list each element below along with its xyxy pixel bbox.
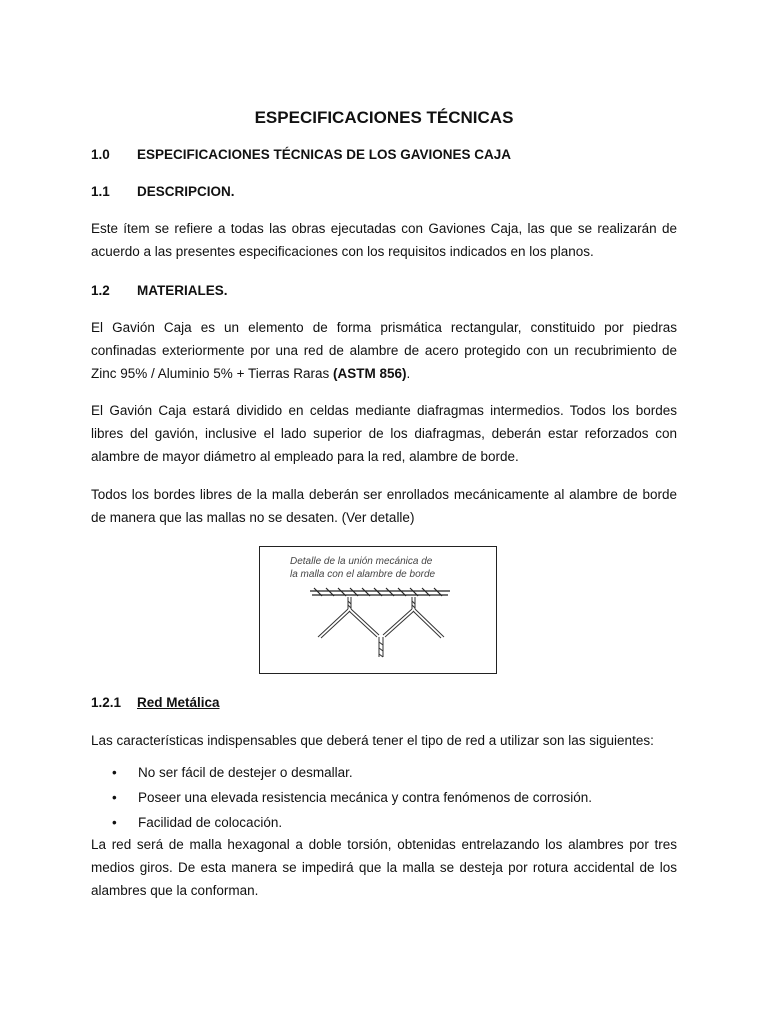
section-number: 1.1 <box>91 184 110 199</box>
edge-wire <box>310 588 450 596</box>
red-description-paragraph: La red será de malla hexagonal a doble torsión, obtenidas entrelazando los alambres por tres medios giros. De esta manera se impedirá que la malla se desteja por rotura accidental de los alambres que la conforman. <box>91 837 677 898</box>
astm-reference: (ASTM 856) <box>332 366 407 381</box>
detail-figure <box>259 546 497 674</box>
list-item <box>112 785 592 810</box>
section-heading-1-2 <box>91 283 228 298</box>
section-label: ESPECIFICACIONES TÉCNICAS DE LOS GAVIONES CAJA <box>137 147 512 162</box>
section-label: MATERIALES. <box>137 283 228 298</box>
section-heading-1-0 <box>91 147 511 162</box>
figure-caption-line-2: la malla con el alambre de borde <box>290 569 436 580</box>
list-item-text: Poseer una elevada resistencia mecánica y contra fenómenos de corrosión. <box>138 790 593 805</box>
bullet-icon: • <box>112 815 117 830</box>
descripcion-paragraph: Este ítem se refiere a todas las obras ejecutadas con Gaviones Caja, las que se realizarán de acuerdo a las presentes especificaciones con los requisitos indicados en los planos. <box>91 221 677 259</box>
bullet-icon: • <box>112 790 117 805</box>
list-item <box>112 810 592 835</box>
hexagonal-mesh <box>318 597 444 657</box>
paragraph-end: . <box>406 366 411 381</box>
wire-detail-drawing <box>260 547 496 673</box>
list-item-text: No ser fácil de destejer o desmallar. <box>138 765 353 780</box>
characteristics-list <box>112 760 592 835</box>
section-heading-1-1 <box>91 184 235 199</box>
section-number: 1.2 <box>91 283 110 298</box>
materiales-paragraph-3: Todos los bordes libres de la malla deberán ser enrollados mecánicamente al alambre de borde de manera que las mallas no se desaten. (Ver detalle) <box>91 487 677 525</box>
paragraph-text: El Gavión Caja es un elemento de forma prismática rectangular, constituido por piedras confinadas exteriormente por una red de alambre de acero protegido con un recubrimiento de Zinc 95% / Aluminio 5% + Tierras Raras <box>91 320 677 381</box>
document-title: ESPECIFICACIONES TÉCNICAS <box>254 108 514 127</box>
red-intro-paragraph: Las características indispensables que deberá tener el tipo de red a utilizar son las siguientes: <box>91 733 654 748</box>
list-item-text: Facilidad de colocación. <box>138 815 283 830</box>
materiales-paragraph-1 <box>91 316 677 385</box>
subsection-heading-red-metalica <box>91 695 220 710</box>
figure-caption-line-1: Detalle de la unión mecánica de <box>290 556 433 567</box>
section-label: DESCRIPCION. <box>137 184 235 199</box>
subsection-number: 1.2.1 <box>91 695 122 710</box>
section-number: 1.0 <box>91 147 110 162</box>
bullet-icon: • <box>112 765 117 780</box>
subsection-label: Red Metálica <box>137 695 220 710</box>
materiales-paragraph-2: El Gavión Caja estará dividido en celdas mediante diafragmas intermedios. Todos los bordes libres del gavión, inclusive el lado superior de los diafragmas, deberán estar reforzados con alambre de mayor diámetro al empleado para la red, alambre de borde. <box>91 403 677 464</box>
list-item <box>112 760 592 785</box>
